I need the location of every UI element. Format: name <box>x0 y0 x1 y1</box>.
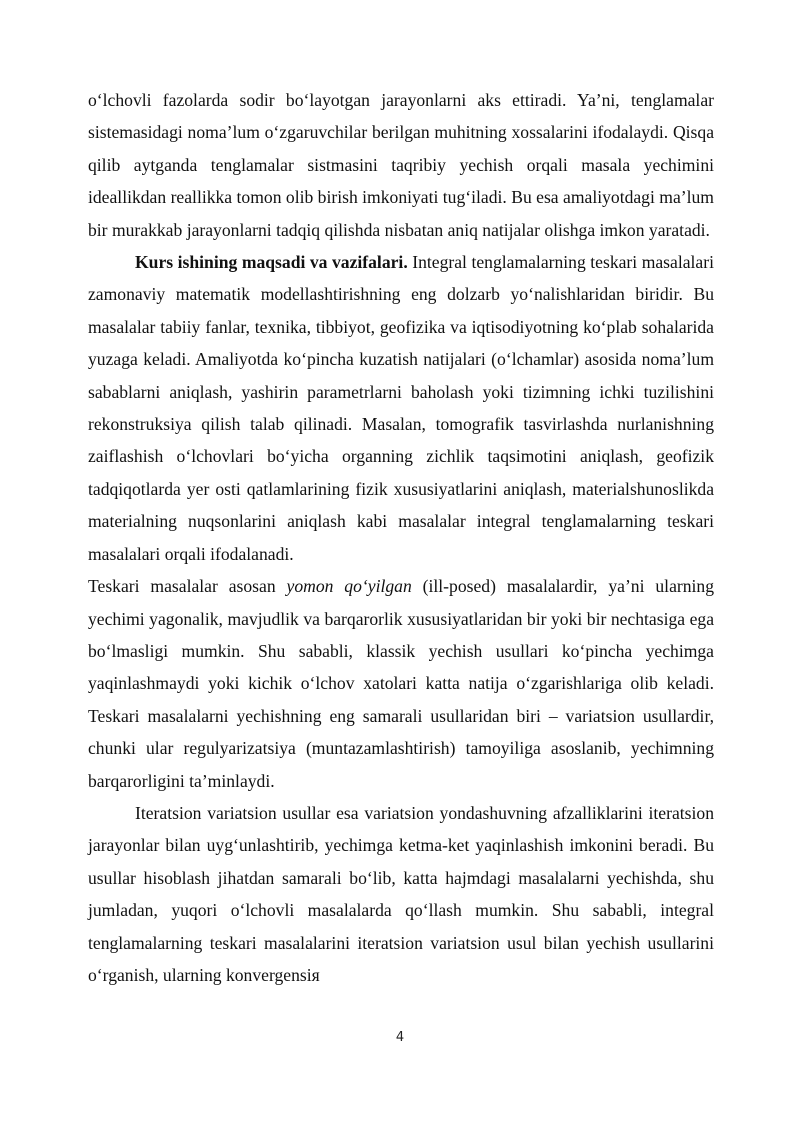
document-page <box>88 84 714 991</box>
paragraph-ill-posed-before: Teskari masalalar asosan <box>88 576 287 597</box>
page-number: 4 <box>395 1030 405 1045</box>
paragraph-ill-posed <box>88 570 714 797</box>
paragraph-goals-text: Integral tenglamalarning teskari masalalari zamonaviy matematik modellashtirishning eng dolzarb yo‘nalishlaridan biridir. Bu masalalar tabiiy fanlar, texnika, tibbiyot, geofizika va iqtisodiyotning ko‘plab sohalarida yuzaga keladi. Amaliyotda ko‘pincha kuzatish natijalari (o‘lchamlar) asosida noma’lum sabablarni aniqlash, yashirin parametrlarni baholash yoki tizimning ichki tuzilishini rekonstruksiya qilish talab qilinadi. Masalan, tomografik tasvirlashda nurlanishning zaiflashish o‘lchovlari bo‘yicha organning zichlik taqsimotini aniqlash, geofizik tadqiqotlarda yer osti qatlamlarining fizik xususiyatlarini aniqlash, materialshunoslikda materialning nuqsonlarini aniqlash kabi masalalar integral tenglamalarning teskari masalalari orqali ifodalanadi. <box>88 252 714 564</box>
ill-posed-term: yomon qo‘yilgan <box>286 576 412 597</box>
paragraph-intro-continuation: o‘lchovli fazolarda sodir bo‘layotgan jarayonlarni aks ettiradi. Ya’ni, tenglamalar sistemasidagi noma’lum o‘zgaruvchilar berilgan muhitning xossalarini ifodalaydi. Qisqa qilib aytganda tenglamalar sistmasini taqribiy yechish orqali masala yechimini ideallikdan reallikka tomon olib birish imkoniyati tug‘iladi. Bu esa amaliyotdagi ma’lum bir murakkab jarayonlarni tadqiq qilishda nisbatan aniq natijalar olishga imkon yaratadi. <box>88 90 714 240</box>
paragraph-iterative-methods: Iteratsion variatsion usullar esa variatsion yondashuvning afzalliklarini iteratsion jarayonlar bilan uyg‘unlashtirib, yechimga ketma-ket yaqinlashish imkonini beradi. Bu usullar hisoblash jihatdan samarali bo‘lib, katta hajmdagi masalalarni yechishda, shu jumladan, yuqori o‘lchovli masalalarda qo‘llash mumkin. Shu sababli, integral tenglamalarning teskari masalalarini iteratsion variatsion usul bilan yechish usullarini o‘rganish, ularning konvergensiя <box>88 802 714 985</box>
section-heading-goals: Kurs ishining maqsadi va vazifalari. <box>135 252 408 273</box>
paragraph-ill-posed-after: (ill-posed) masalalardir, ya’ni ularning yechimi yagonalik, mavjudlik va barqarorlik xususiyatlaridan bir yoki bir nechtasiga ega bo‘lmasligi mumkin. Shu sababli, klassik yechish usullari ko‘pincha yechimga yaqinlashmaydi yoki kichik o‘lchov xatolari katta natija o‘zgarishlariga olib keladi. Teskari masalalarni yechishning eng samarali usullaridan biri – variatsion usullardir, chunki ular regulyarizatsiya (muntazamlashtirish) tamoyiliga asoslanib, yechimning barqarorligini ta’minlaydi. <box>88 576 715 791</box>
paragraph-goals <box>88 246 714 570</box>
